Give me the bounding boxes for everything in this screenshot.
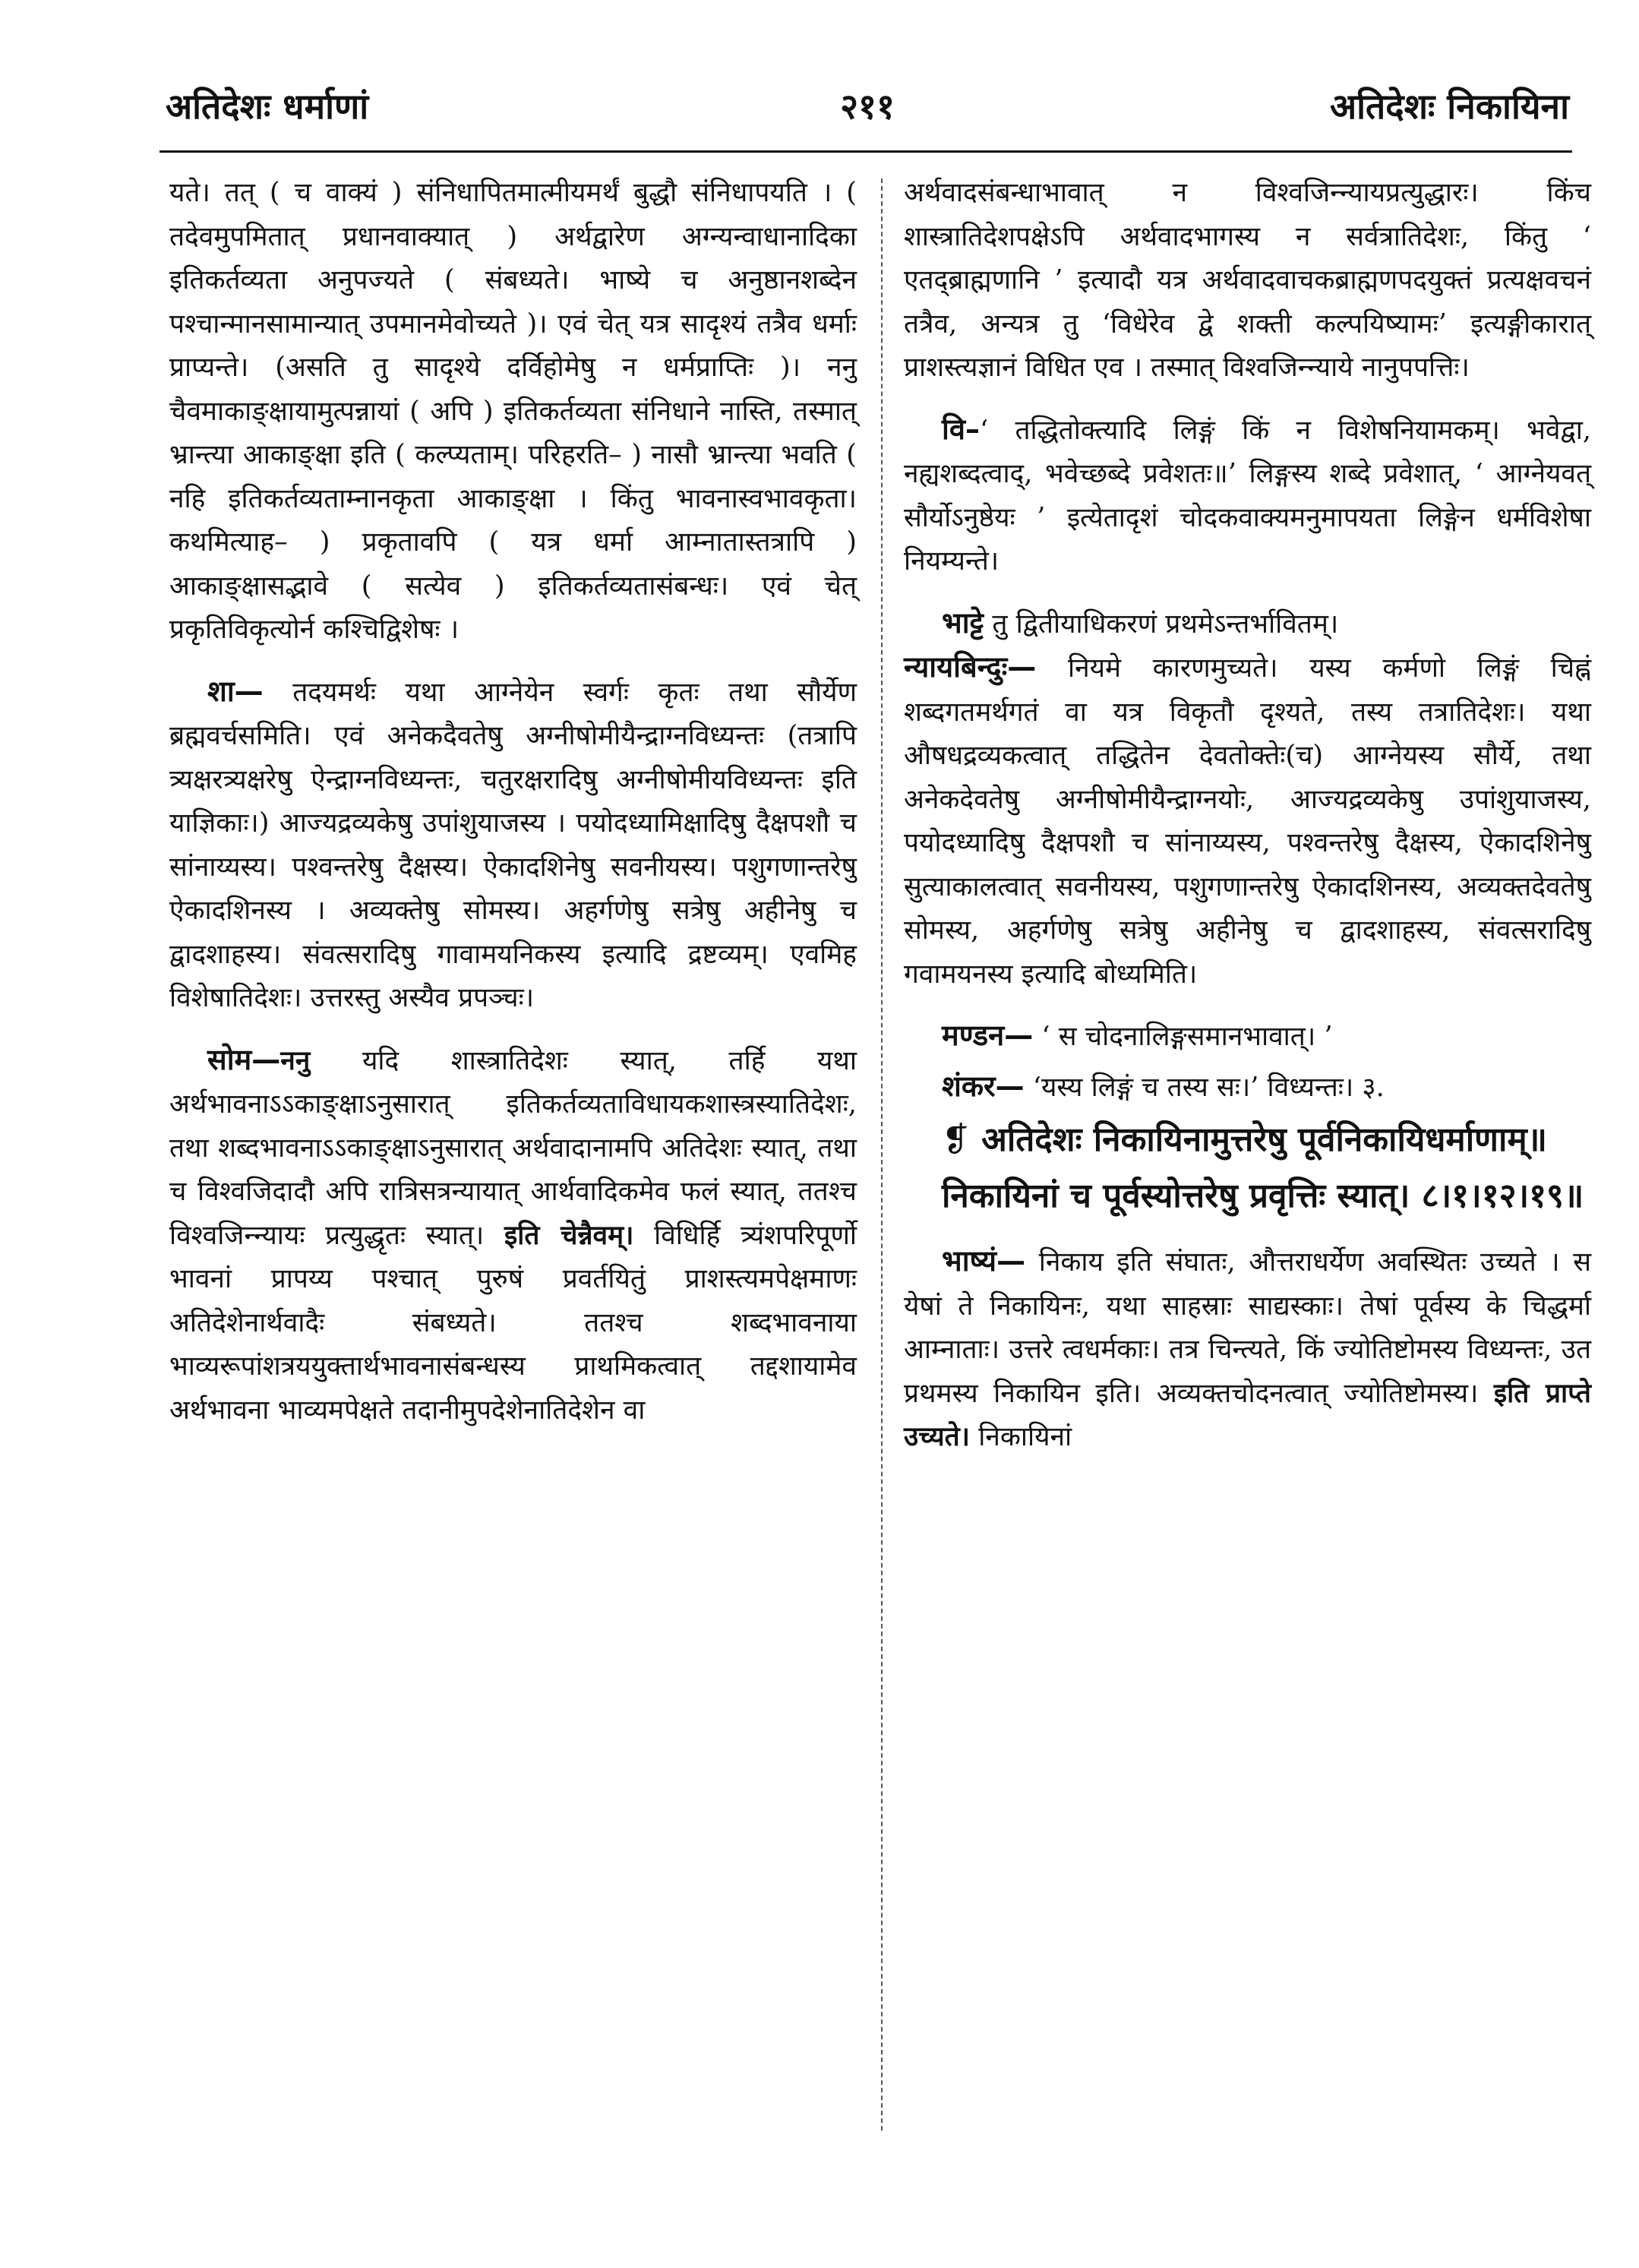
commentary-label: वि–	[942, 412, 980, 446]
paragraph-text: यदि शास्त्रातिदेशः स्यात्, तर्हि यथा अर्थभावनाऽऽकाङ्क्षाऽनुसारात् इतिकर्तव्यताविधायकशास्त्रस्यातिदेशः, तथा शब्दभावनाऽऽकाङ्क्षाऽनुसारात् अर्थवादानामपि अतिदेशः स्यात्, तथा च विश्वजिदादौ अपि रात्रिसत्रन्यायात् आर्थवादिकमेव फलं स्यात्, ततश्च विश्वजिन्न्यायः प्रत्युद्धृतः स्यात्।	[169, 1044, 857, 1251]
paragraph-text: निकायिनां	[978, 1421, 1072, 1452]
right-column	[904, 171, 1591, 1459]
header-left-title: अतिदेशः धर्माणां	[166, 86, 369, 127]
sutra	[904, 1171, 1591, 1221]
paragraph-text: ‘ स चोदनालिङ्गसमानभावात्। ’	[1041, 1021, 1333, 1052]
section-mark-icon: ❡	[942, 1120, 970, 1159]
emphasis-text: ननु	[280, 1044, 311, 1076]
paragraph-text: तदयमर्थः यथा आग्नेयेन स्वर्गः कृतः तथा सौर्येण ब्रह्मवर्चसमिति। एवं अनेकदैवतेषु अग्नीषोमीयैन्द्राग्नविध्यन्तः (तत्रापि त्र्यक्षरत्र्यक्षरेषु ऐन्द्राग्नविध्यन्तः, चतुरक्षरादिषु अग्नीषोमीयविध्यन्तः इति याज्ञिकाः।) आज्यद्रव्यकेषु उपांशुयाजस्य । पयोदध्यामिक्षादिषु दैक्षपशौ च सांनाय्यस्य। पश्वन्तरेषु दैक्षस्य। ऐकादशिनेषु सवनीयस्य। पशुगणान्तरेषु ऐकादशिनस्य । अव्यक्तेषु सोमस्य। अहर्गणेषु सत्रेषु अहीनेषु च द्वादशाहस्य। संवत्सरादिषु गावामयनिकस्य इत्यादि द्रष्टव्यम्। एवमिह विशेषातिदेशः। उत्तरस्तु अस्यैव प्रपञ्चः।	[169, 676, 857, 1013]
paragraph-text: ‘ तद्धितोक्त्यादि लिङ्गं किं न विशेषनियामकम्। भवेद्वा, नह्यशब्दत्वाद्, भवेच्छब्दे प्रवेशतः॥’ लिङ्गस्य शब्दे प्रवेशात्, ‘ आग्नेयवत् सौर्योऽनुष्ठेयः ’ इत्येतादृशं चोदकवाक्यमनुमापयता लिङ्गेन धर्मविशेषा नियम्यन्ते।	[904, 414, 1591, 576]
adhikarana-heading	[904, 1115, 1591, 1165]
left-column	[169, 171, 857, 1432]
sutra-text: निकायिनां च पूर्वस्योत्तरेषु प्रवृत्तिः स्यात्।	[942, 1177, 1410, 1215]
paragraph	[904, 408, 1591, 583]
sutra-reference: ८।१।१२।१९॥	[1421, 1177, 1584, 1215]
commentary-label: मण्डन—	[942, 1019, 1034, 1052]
page-number: २११	[840, 86, 895, 127]
emphasis-text: इति चेन्नैवम्।	[504, 1219, 634, 1251]
header-rule	[159, 150, 1572, 153]
commentary-label: सोम—	[207, 1042, 281, 1076]
paragraph	[904, 1014, 1591, 1059]
paragraph-text: ‘यस्य लिङ्गं च तस्य सः।’ विध्यन्तः। ३.	[1032, 1071, 1385, 1103]
paragraph	[169, 670, 857, 1020]
paragraph: अर्थवादसंबन्धाभावात् न विश्वजिन्न्यायप्रत्युद्धारः। किंच शास्त्रातिदेशपक्षेऽपि अर्थवादभागस्य न सर्वत्रातिदेशः, किंतु ‘ एतद्ब्राह्मणानि ’ इत्यादौ यत्र अर्थवादवाचकब्राह्मणपदयुक्तं प्रत्यक्षवचनं तत्रैव, अन्यत्र तु ‘विधेरेव द्वे शक्ती कल्पयिष्यामः’ इत्यङ्गीकारात् प्राशस्त्यज्ञानं विधित एव । तस्मात् विश्वजिन्न्याये नानुपपत्तिः।	[904, 177, 1591, 383]
running-head	[166, 76, 1569, 137]
header-right-title: अतिदेशः निकायिना	[1329, 86, 1569, 127]
paragraph-text: निकाय इति संघातः, औत्तराधर्येण अवस्थितः उच्यते । स येषां ते निकायिनः, यथा साहस्राः साद्यस्काः। तेषां पूर्वस्य के चिद्धर्मा आम्नाताः। उत्तरे त्वधर्मकाः। तत्र चिन्त्यते, किं ज्योतिष्टोमस्य विध्यन्तः, उत प्रथमस्य निकायिन इति। अव्यक्तचोदनत्वात् ज्योतिष्टोमस्य।	[904, 1246, 1591, 1409]
paragraph-text: विधिर्हि त्र्यंशपरिपूर्णो भावनां प्रापय्य पश्चात् पुरुषं प्रवर्तयितुं प्राशस्त्यमपेक्षमाणः अतिदेशेनार्थवादैः संबध्यते। ततश्च शब्दभावनाया भाव्यरूपांशत्रययुक्तार्थभावनासंबन्धस्य प्राथमिकत्वात् तद्दशायामेव अर्थभावना भाव्यमपेक्षते तदानीमुपदेशेनातिदेशेन वा	[169, 1219, 857, 1426]
commentary-label: शा—	[207, 674, 264, 708]
emphasis-text: इति प्राप्ते उच्यते।	[904, 1377, 1591, 1452]
paragraph	[169, 1038, 857, 1433]
paragraph	[904, 602, 1591, 646]
commentary-label: भाट्टे	[942, 605, 984, 640]
paragraph-text: तु द्वितीयाधिकरणं प्रथमेऽन्तर्भावितम्।	[992, 608, 1339, 640]
column-divider	[881, 178, 883, 2131]
paragraph	[904, 1240, 1591, 1459]
commentary-label: न्यायबिन्दुः—	[904, 650, 1037, 684]
paragraph-text: नियमे कारणमुच्यते। यस्य कर्मणो लिङ्गं चिह्नं शब्दगतमर्थगतं वा यत्र विकृतौ दृश्यते, तस्य तत्रातिदेशः। यथा औषधद्रव्यकत्वात् तद्धितेन देवतोक्तेः(च) आग्नेयस्य सौर्ये, तथा अनेकदेवतेषु अग्नीषोमीयैन्द्राग्नयोः, आज्यद्रव्यकेषु उपांशुयाजस्य, पयोदध्यादिषु दैक्षपशौ च सांनाय्यस्य, पश्वन्तरेषु दैक्षस्य, ऐकादशिनेषु सुत्याकालत्वात् सवनीयस्य, पशुगणान्तरेषु ऐकादशिनस्य, अव्यक्तदेवतेषु सोमस्य, अहर्गणेषु सत्रेषु अहीनेषु च द्वादशाहस्य, संवत्सरादिषु गवामयनस्य इत्यादि बोध्यमिति।	[904, 652, 1592, 990]
commentary-label: भाष्यं—	[942, 1244, 1026, 1278]
paragraph	[904, 1065, 1591, 1110]
adhikarana-title: अतिदेशः निकायिनामुत्तरेषु पूर्वनिकायिधर्माणाम्॥	[981, 1120, 1548, 1159]
paragraph	[904, 646, 1591, 996]
commentary-label: शंकर—	[942, 1069, 1025, 1103]
paragraph: यते। तत् ( च वाक्यं ) संनिधापितमात्मीयमर्थं बुद्धौ संनिधापयति । ( तदेवमुपमितात् प्रधानवाक्यात् ) अर्थद्वारेण अग्न्यन्वाधानादिका इतिकर्तव्यता अनुपज्यते ( संबध्यते। भाष्ये च अनुष्ठानशब्देन पश्चान्मानसामान्यात् उपमानमेवोच्यते )। एवं चेत् यत्र सादृश्यं तत्रैव धर्माः प्राप्यन्ते। (असति तु सादृश्ये दर्विहोमेषु न धर्मप्राप्तिः )। ननु चैवमाकाङ्क्षायामुत्पन्नायां ( अपि ) इतिकर्तव्यता संनिधाने नास्ति, तस्मात् भ्रान्त्या आकाङ्क्षा इति ( कल्प्यताम्। परिहरति– ) नासौ भ्रान्त्या भवति ( नहि इतिकर्तव्यताम्नानकृता आकाङ्क्षा । किंतु भावनास्वभावकृता। कथमित्याह– ) प्रकृतावपि ( यत्र धर्मा आम्नातास्तत्रापि ) आकाङ्क्षासद्भावे ( सत्येव ) इतिकर्तव्यतासंबन्धः। एवं चेत् प्रकृतिविकृत्योर्न कश्चिद्विशेषः ।	[169, 177, 857, 645]
